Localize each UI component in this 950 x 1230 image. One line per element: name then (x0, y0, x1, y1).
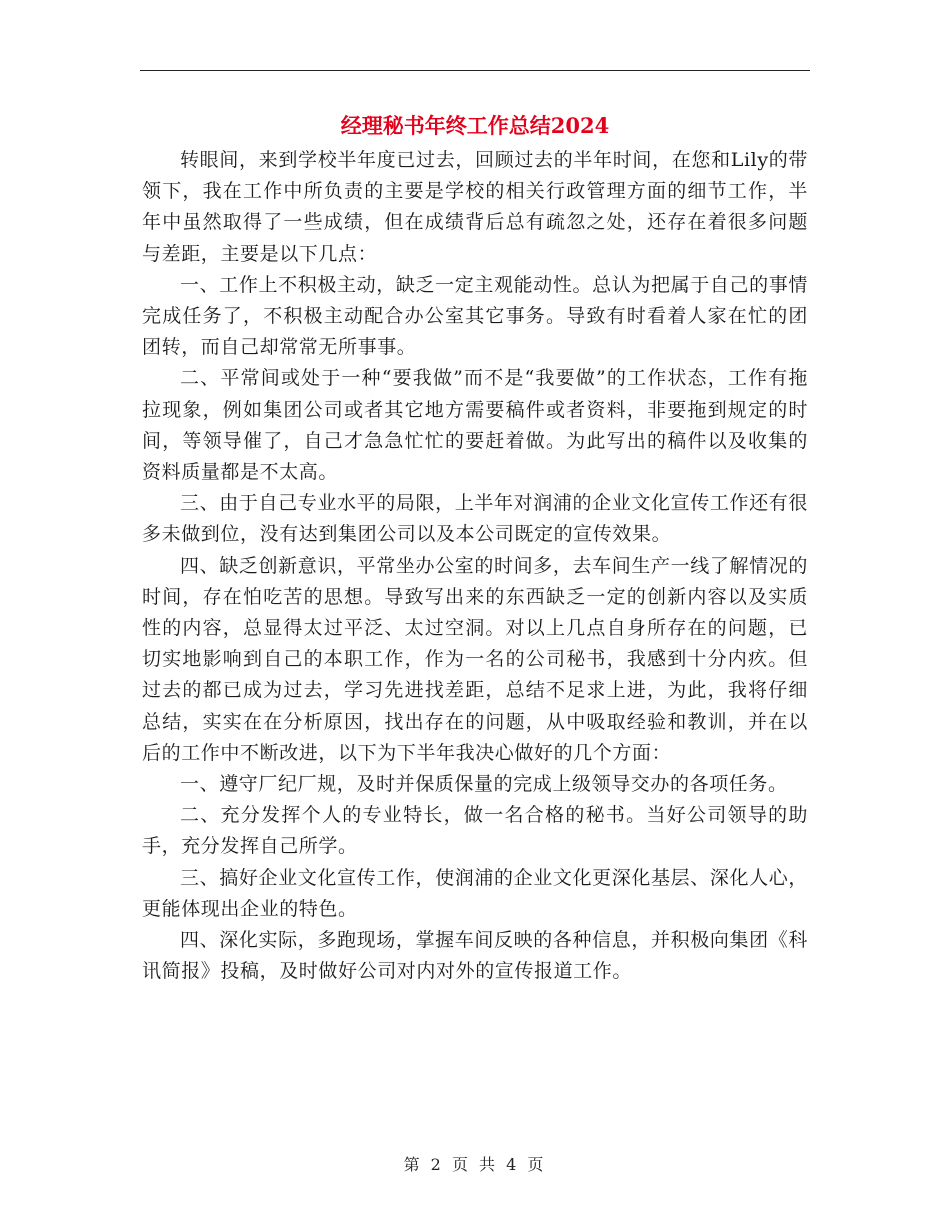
document-body (142, 145, 808, 987)
paragraph-issue-1: 一、工作上不积极主动，缺乏一定主观能动性。总认为把属于自己的事情完成任务了，不积极主动配合办公室其它事务。导致有时看着人家在忙的团团转，而自己却常常无所事事。 (142, 273, 808, 359)
paragraph-plan-4: 四、深化实际，多跑现场，掌握车间反映的各种信息，并积极向集团《科讯简报》投稿，及时做好公司对内对外的宣传报道工作。 (142, 929, 808, 983)
paragraph-issue-3: 三、由于自己专业水平的局限，上半年对润浦的企业文化宣传工作还有很多未做到位，没有达到集团公司以及本公司既定的宣传效果。 (142, 492, 808, 546)
paragraph-plan-2: 二、充分发挥个人的专业特长，做一名合格的秘书。当好公司领导的助手，充分发挥自己所学。 (142, 804, 808, 858)
paragraph-issue-4: 四、缺乏创新意识，平常坐办公室的时间多，去车间生产一线了解情况的时间，存在怕吃苦的思想。导致写出来的东西缺乏一定的创新内容以及实质性的内容，总显得太过平泛、太过空洞。对以上几点自身所存在的问题，已切实地影响到自己的本职工作，作为一名的公司秘书，我感到十分内疚。但过去的都已成为过去，学习先进找差距，总结不足求上进，为此，我将仔细总结，实实在在分析原因，找出存在的问题，从中吸取经验和教训，并在以后的工作中不断改进，以下为下半年我决心做好的几个方面： (142, 554, 808, 764)
header-rule (140, 70, 810, 71)
paragraph-plan-3: 三、搞好企业文化宣传工作，使润浦的企业文化更深化基层、深化人心，更能体现出企业的特色。 (142, 866, 808, 920)
document-title: 经理秘书年终工作总结2024 (340, 113, 610, 138)
page-number: 第 2 页 共 4 页 (403, 1155, 547, 1174)
paragraph-issue-2: 二、平常间或处于一种“要我做”而不是“我要做”的工作状态，工作有拖拉现象，例如集团公司或者其它地方需要稿件或者资料，非要拖到规定的时间，等领导催了，自己才急急忙忙的要赶着做。为此写出的稿件以及收集的资料质量都是不太高。 (142, 367, 808, 484)
paragraph-intro: 转眼间，来到学校半年度已过去，回顾过去的半年时间，在您和Lily的带领下，我在工作中所负责的主要是学校的相关行政管理方面的细节工作，半年中虽然取得了一些成绩，但在成绩背后总有疏忽之处，还存在着很多问题与差距，主要是以下几点： (142, 149, 808, 265)
paragraph-plan-1: 一、遵守厂纪厂规，及时并保质保量的完成上级领导交办的各项任务。 (180, 773, 788, 796)
